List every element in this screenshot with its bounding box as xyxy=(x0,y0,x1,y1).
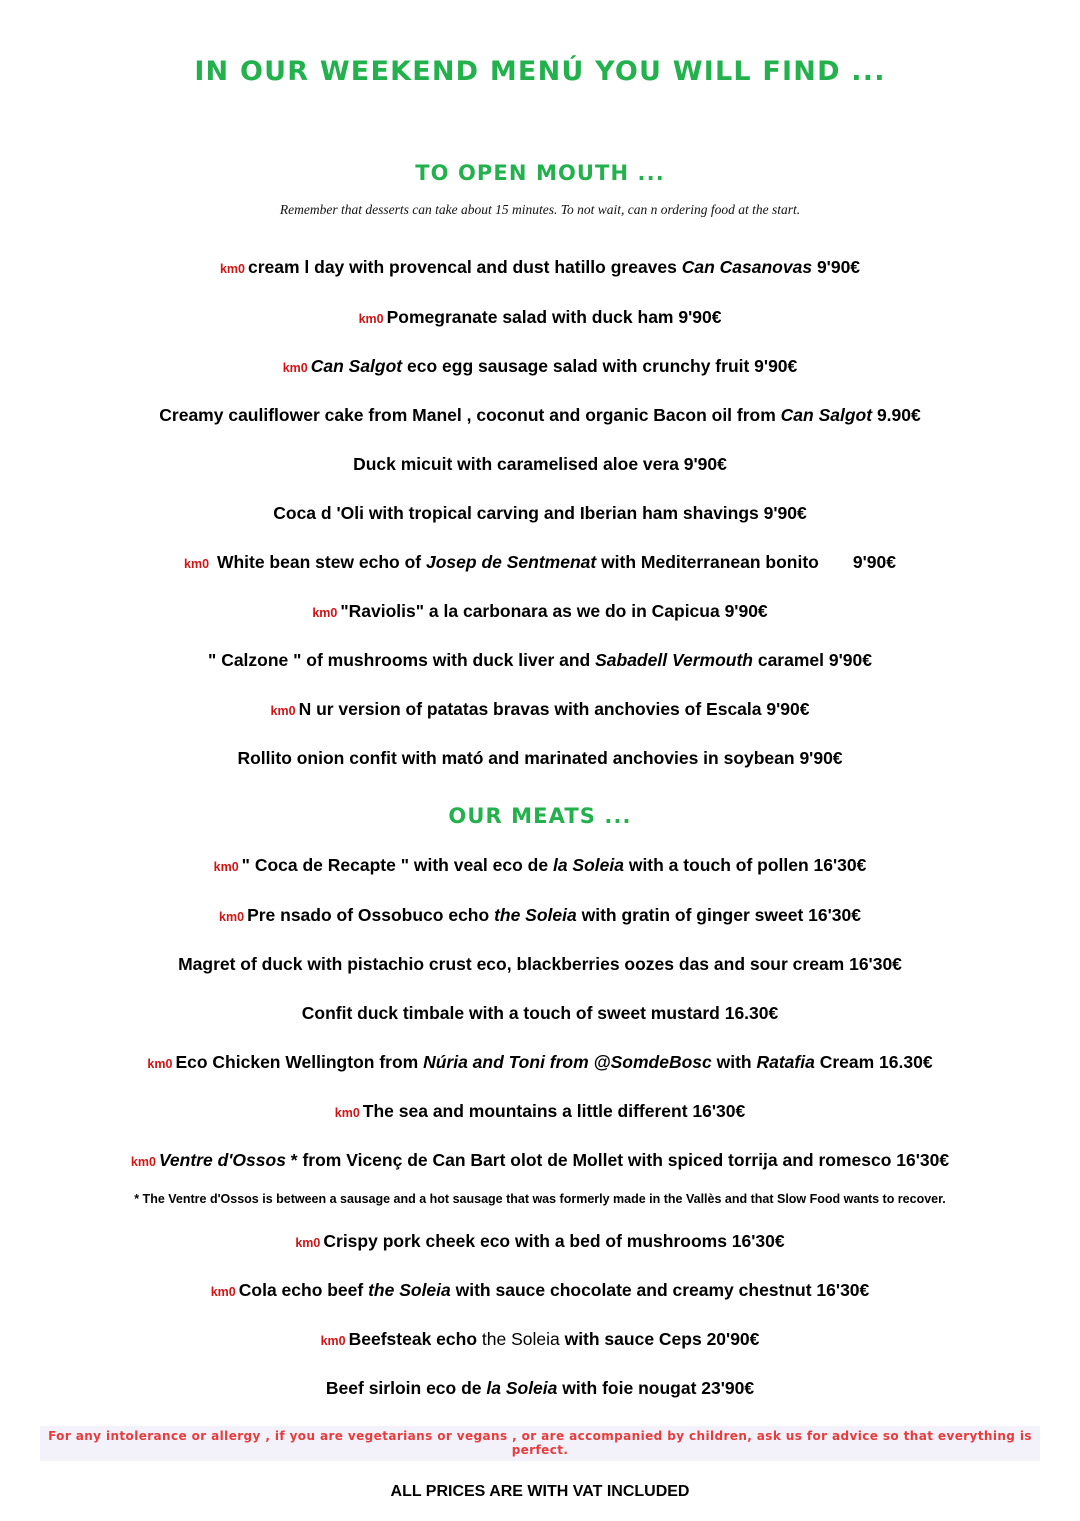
menu-item xyxy=(40,953,1040,976)
menu-item-emphasis: Sabadell Vermouth xyxy=(595,650,753,671)
menu-item-text: Cola echo beef xyxy=(238,1280,369,1301)
allergy-notice: For any intolerance or allergy , if you are vegetarians or vegans , or are accompanied by children, ask us for advice so that everything is perfect. xyxy=(40,1426,1040,1461)
menu-item xyxy=(40,1051,1040,1074)
menu-item-emphasis: Ratafia xyxy=(756,1051,815,1072)
menu-item xyxy=(40,600,1040,623)
km0-badge: km0 xyxy=(213,860,239,875)
menu-item-text: Confit duck timbale with a touch of sweet mustard 16.30€ xyxy=(301,1002,779,1023)
km0-badge: km0 xyxy=(184,556,210,571)
menu-item-text: " Calzone " of mushrooms with duck liver and xyxy=(208,650,596,671)
menu-item-text: Rollito onion confit with mató and marinated anchovies in soybean 9'90€ xyxy=(237,748,843,769)
menu-item-emphasis: Ventre d'Ossos xyxy=(158,1150,286,1171)
menu-item-text: with xyxy=(711,1051,757,1072)
starters-list xyxy=(40,256,1040,770)
menu-item-text: 9'90€ xyxy=(812,257,861,278)
km0-badge: km0 xyxy=(320,1334,346,1349)
menu-item-text: Pre nsado of Ossobuco echo xyxy=(247,904,495,925)
menu-item-text: Eco Chicken Wellington from xyxy=(175,1051,424,1072)
menu-item-text: Magret of duck with pistachio crust eco, blackberries oozes das and sour cream 16'30€ xyxy=(178,953,902,974)
km0-badge: km0 xyxy=(270,704,296,719)
menu-item-text: with Mediterranean bonito xyxy=(596,551,819,572)
section-title-meats: OUR MEATS ... xyxy=(448,804,632,829)
menu-item xyxy=(40,1230,1040,1253)
menu-item xyxy=(40,747,1040,770)
menu-item xyxy=(40,502,1040,525)
menu-item xyxy=(40,1100,1040,1123)
menu-item xyxy=(40,698,1040,721)
km0-badge: km0 xyxy=(282,360,308,375)
menu-item xyxy=(40,1279,1040,1302)
menu-item-emphasis: Can Casanovas xyxy=(681,257,813,278)
menu-item-text: Crispy pork cheek eco with a bed of mushrooms 16'30€ xyxy=(323,1231,785,1252)
menu-item xyxy=(40,649,1040,672)
menu-item-text: eco egg sausage salad with crunchy fruit 9'90€ xyxy=(402,355,798,376)
menu-item xyxy=(40,854,1040,877)
km0-badge: km0 xyxy=(295,1236,321,1251)
menu-item-text: Duck micuit with caramelised aloe vera 9'90€ xyxy=(353,453,727,474)
menu-item xyxy=(40,306,1040,329)
km0-badge: km0 xyxy=(334,1105,360,1120)
menu-item-emphasis: the Soleia xyxy=(368,1280,451,1301)
desserts-note: Remember that desserts can take about 15 minutes. To not wait, can n ordering food at the start. xyxy=(279,202,801,218)
km0-badge: km0 xyxy=(219,262,245,277)
menu-item xyxy=(40,1328,1040,1351)
menu-item-text: " Coca de Recapte " with veal eco de xyxy=(241,855,553,876)
menu-item-text: Cream 16.30€ xyxy=(814,1051,933,1072)
km0-badge: km0 xyxy=(130,1155,156,1170)
menu-item-text: 9'90€ xyxy=(852,551,896,572)
menu-item xyxy=(40,1377,1040,1400)
menu-item-text: Pomegranate salad with duck ham 9'90€ xyxy=(386,306,722,327)
menu-item xyxy=(40,256,1040,279)
menu-item-text: Creamy cauliflower cake from Manel , coconut and organic Bacon oil from xyxy=(159,404,781,425)
page-title: IN OUR WEEKEND MENÚ YOU WILL FIND ... xyxy=(194,56,886,87)
menu-item-emphasis: Núria and Toni from @SomdeBosc xyxy=(423,1051,712,1072)
km0-badge: km0 xyxy=(312,606,338,621)
menu-item xyxy=(40,453,1040,476)
menu-item-text: with gratin of ginger sweet 16'30€ xyxy=(576,904,861,925)
meats-footnote: * The Ventre d'Ossos is between a sausage and a hot sausage that was formerly made in the Vallès and that Slow Food wants to recover. xyxy=(134,1192,946,1207)
menu-item-text: with sauce Ceps 20'90€ xyxy=(559,1329,760,1350)
menu-item-text: * from Vicenç de Can Bart olot de Mollet with spiced torrija and romesco 16'30€ xyxy=(285,1150,950,1171)
menu-item-text: with foie nougat 23'90€ xyxy=(557,1378,755,1399)
km0-badge: km0 xyxy=(358,311,384,326)
vat-notice: ALL PRICES ARE WITH VAT INCLUDED xyxy=(390,1483,690,1501)
menu-item-text: N ur version of patatas bravas with anchovies of Escala 9'90€ xyxy=(298,699,810,720)
menu-item-emphasis: Can Salgot xyxy=(310,355,403,376)
section-title-starters: TO OPEN MOUTH ... xyxy=(415,161,665,185)
menu-item-text: caramel 9'90€ xyxy=(752,650,872,671)
menu-item-text: Coca d 'Oli with tropical carving and Iberian ham shavings 9'90€ xyxy=(273,502,807,523)
menu-item-text: 9.90€ xyxy=(872,404,921,425)
menu-item-text: The sea and mountains a little different 16'30€ xyxy=(362,1100,746,1121)
km0-badge: km0 xyxy=(147,1056,173,1071)
menu-item-emphasis: la Soleia xyxy=(552,855,624,876)
menu-item-text: the Soleia xyxy=(481,1329,560,1350)
menu-item-emphasis: the Soleia xyxy=(494,904,577,925)
km0-badge: km0 xyxy=(210,1285,236,1300)
meats-list xyxy=(40,854,1040,1400)
menu-item xyxy=(40,551,1040,574)
menu-item-text: Beef sirloin eco de xyxy=(325,1378,487,1399)
menu-item xyxy=(40,355,1040,378)
menu-item xyxy=(40,904,1040,927)
menu-item xyxy=(40,1002,1040,1025)
menu-item-text: with sauce chocolate and creamy chestnut 16'30€ xyxy=(450,1280,870,1301)
menu-item-text: Beefsteak echo xyxy=(348,1329,482,1350)
menu-item-text: "Raviolis" a la carbonara as we do in Capicua 9'90€ xyxy=(340,601,768,622)
km0-badge: km0 xyxy=(219,909,245,924)
menu-item xyxy=(40,1149,1040,1172)
menu-item xyxy=(40,404,1040,427)
menu-item-text: cream l day with provencal and dust hatillo greaves xyxy=(247,257,682,278)
menu-item-text: with a touch of pollen 16'30€ xyxy=(623,855,867,876)
menu-item-emphasis: Can Salgot xyxy=(780,404,873,425)
menu-item-emphasis: Josep de Sentmenat xyxy=(426,551,597,572)
menu-item-text: White bean stew echo of xyxy=(212,551,426,572)
menu-item-emphasis: la Soleia xyxy=(486,1378,558,1399)
